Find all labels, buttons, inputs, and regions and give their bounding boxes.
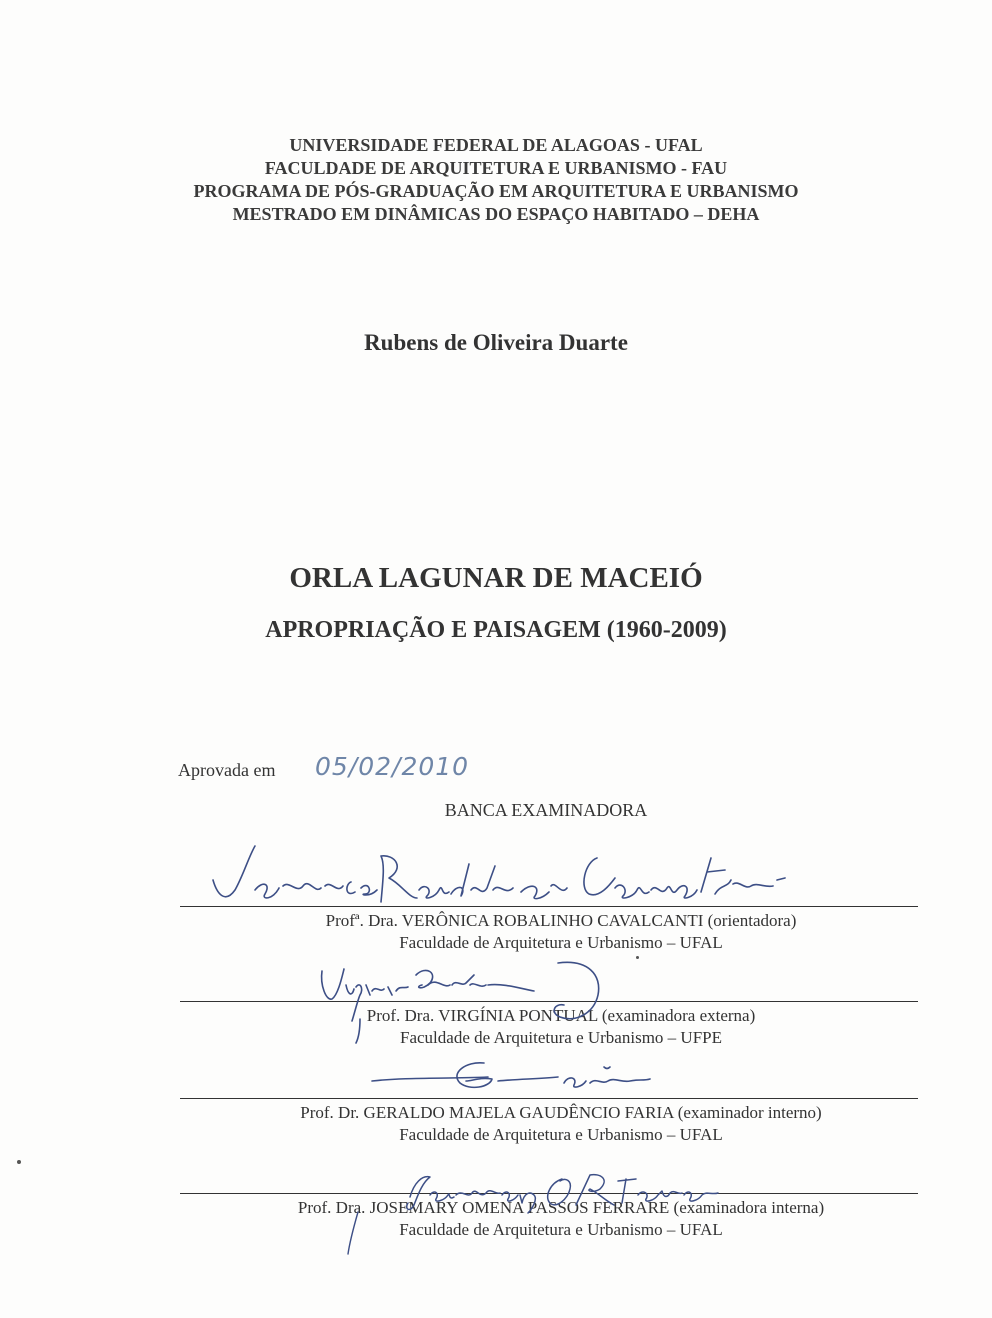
member-name: Prof. Dra. JOSEMARY OMENA PASSOS FERRARE (examinadora interna) [297,1198,825,1217]
paper-speck [17,1160,21,1164]
committee-heading: BANCA EXAMINADORA [444,800,648,820]
committee-member [180,1193,918,1241]
header-university: UNIVERSIDADE FEDERAL DE ALAGOAS - UFAL [289,135,703,155]
member-name: Prof. Dra. VIRGÍNIA PONTUAL (examinadora externa) [366,1006,756,1025]
member-institution: Faculdade de Arquitetura e Urbanismo – UFAL [399,933,723,952]
signature-line [180,1098,918,1099]
member-institution: Faculdade de Arquitetura e Urbanismo – UFAL [399,1125,723,1144]
header-masters: MESTRADO EM DINÂMICAS DO ESPAÇO HABITADO – DEHA [232,204,760,224]
paper-speck [636,956,639,959]
signature-line [180,906,918,907]
header-faculty: FACULDADE DE ARQUITETURA E URBANISMO - FAU [264,158,728,178]
institution-header [0,134,992,226]
member-name: Profª. Dra. VERÔNICA ROBALINHO CAVALCANTI (orientadora) [325,911,797,930]
approval-label: Aprovada em [178,760,276,780]
committee-member [180,1098,918,1146]
thesis-subtitle: APROPRIAÇÃO E PAISAGEM (1960-2009) [265,617,727,643]
author-name: Rubens de Oliveira Duarte [364,330,628,355]
committee-member [180,906,918,954]
signature-line [180,1193,918,1194]
member-name: Prof. Dr. GERALDO MAJELA GAUDÊNCIO FARIA (examinador interno) [300,1103,822,1122]
header-program: PROGRAMA DE PÓS-GRADUAÇÃO EM ARQUITETURA E URBANISMO [193,181,799,201]
member-institution: Faculdade de Arquitetura e Urbanismo – UFPE [400,1028,722,1047]
committee-member [180,1001,918,1049]
signature-veronica-scribble [205,828,805,918]
member-institution: Faculdade de Arquitetura e Urbanismo – UFAL [399,1220,723,1239]
approval-date-handwritten: 05/02/2010 [315,752,470,781]
thesis-title: ORLA LAGUNAR DE MACEIÓ [289,562,703,594]
signature-line [180,1001,918,1002]
